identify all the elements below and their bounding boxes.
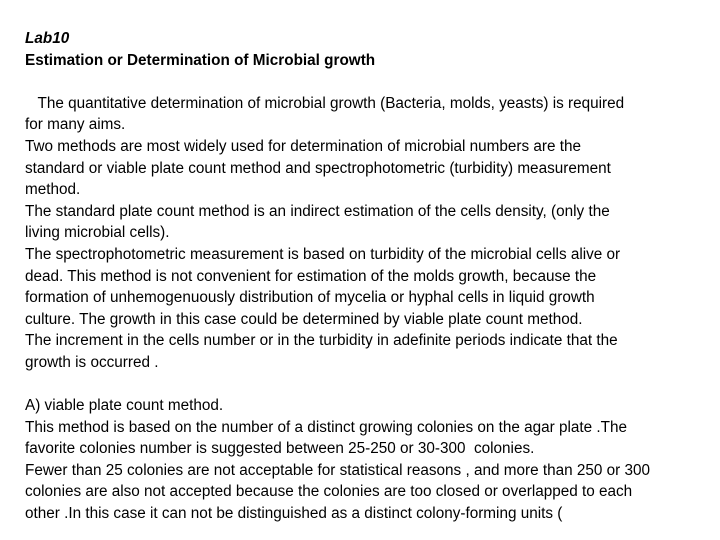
spacer (25, 374, 705, 396)
paragraph-line: colonies are also not accepted because the colonies are too closed or overlapped to each (25, 483, 633, 501)
document-title: Estimation or Determination of Microbial growth (25, 51, 376, 69)
paragraph-line: living microbial cells). (25, 224, 170, 242)
paragraph-line: growth is occurred . (25, 353, 159, 371)
paragraph-line: Fewer than 25 colonies are not acceptable for statistical reasons , and more than 250 or 300 (25, 461, 650, 479)
paragraph-line: The increment in the cells number or in the turbidity in adefinite periods indicate that the (25, 332, 618, 350)
paragraph-line: method. (25, 181, 81, 199)
paragraph-line: The standard plate count method is an indirect estimation of the cells density, (only the (25, 202, 610, 220)
paragraph-line: The quantitative determination of microbial growth (Bacteria, molds, yeasts) is required (25, 94, 625, 112)
paragraph-line: favorite colonies number is suggested between 25-250 or 30-300 colonies. (25, 440, 535, 458)
spacer (25, 71, 705, 93)
paragraph-line: formation of unhemogenuously distribution of mycelia or hyphal cells in liquid growth (25, 289, 595, 307)
paragraph-line: Two methods are most widely used for determination of microbial numbers are the (25, 137, 582, 155)
paragraph-line: standard or viable plate count method and spectrophotometric (turbidity) measurement (25, 159, 611, 177)
document-body (25, 28, 705, 525)
paragraph-line: This method is based on the number of a distinct growing colonies on the agar plate .The (25, 418, 628, 436)
paragraph-line: dead. This method is not convenient for estimation of the molds growth, because the (25, 267, 597, 285)
paragraph-line: for many aims. (25, 116, 126, 134)
paragraph-line: culture. The growth in this case could be determined by viable plate count method. (25, 310, 583, 328)
lab-label: Lab10 (25, 30, 70, 47)
section-heading: A) viable plate count method. (25, 397, 224, 415)
paragraph-line: other .In this case it can not be distinguished as a distinct colony-forming units ( (25, 505, 563, 523)
paragraph-line: The spectrophotometric measurement is based on turbidity of the microbial cells alive or (25, 245, 621, 263)
